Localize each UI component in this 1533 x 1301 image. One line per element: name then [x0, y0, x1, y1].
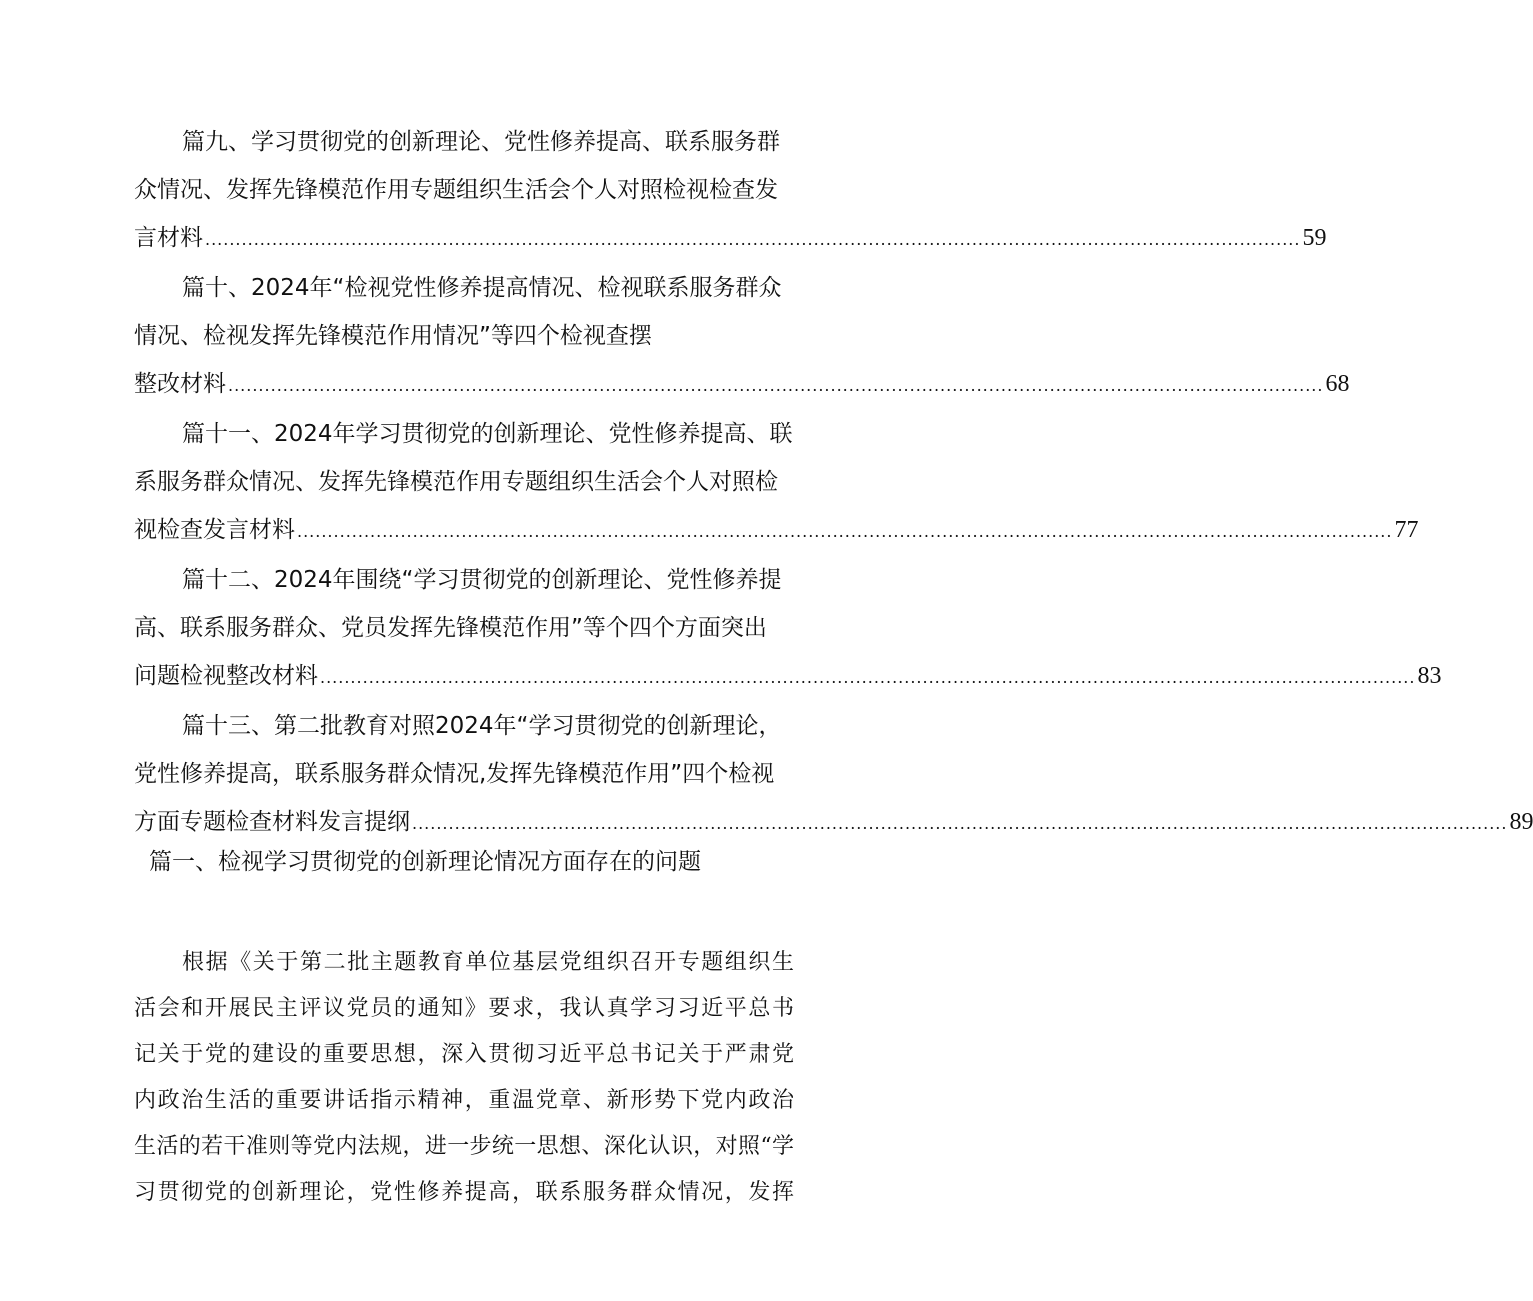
dot-leader: .................................................................................................................................................................................... [320, 668, 1416, 687]
paragraph-line: 活会和开展民主评议党员的通知》要求，我认真学习习近平总书 [134, 996, 794, 1021]
toc-page-number: 77 [1394, 517, 1419, 543]
dot-leader: .................................................................................................................................................................................... [297, 522, 1393, 541]
paragraph-line: 记关于党的建设的重要思想，深入贯彻习近平总书记关于严肃党 [134, 1042, 794, 1067]
toc-entry-line: 党性修养提高，联系服务群众情况,发挥先锋模范作用”四个检视 [134, 761, 775, 787]
toc-entry[interactable] [134, 118, 1327, 264]
toc-entry-line: 整改材料 [134, 371, 226, 397]
toc-entry-line: 视检查发言材料 [134, 517, 295, 543]
paragraph-line: 内政治生活的重要讲话指示精神，重温党章、新形势下党内政治 [134, 1088, 794, 1113]
dot-leader: .................................................................................................................................................................................... [205, 230, 1301, 249]
paragraph-line: 生活的若干准则等党内法规，进一步统一思想、深化认识，对照“学 [134, 1134, 794, 1159]
toc-entry-line: 情况、检视发挥先锋模范作用情况”等四个检视查摆 [134, 323, 652, 349]
toc-entry[interactable] [134, 410, 1419, 556]
toc-entry[interactable] [134, 264, 1350, 410]
toc-page-number: 68 [1325, 371, 1350, 397]
paragraph-line: 根据《关于第二批主题教育单位基层党组织召开专题组织生 [182, 950, 794, 975]
dot-leader: .................................................................................................................................................................................... [228, 376, 1324, 395]
toc-page-number: 83 [1417, 663, 1442, 689]
toc-entry[interactable] [134, 702, 1533, 848]
paragraph-line: 习贯彻党的创新理论，党性修养提高，联系服务群众情况，发挥 [134, 1180, 794, 1205]
toc-entry-line: 方面专题检查材料发言提纲 [134, 809, 410, 835]
toc-entry-line: 篇十三、第二批教育对照2024年“学习贯彻党的创新理论， [182, 713, 782, 739]
toc-entry-line-last [134, 652, 1442, 702]
toc-entry-line: 篇十一、2024年学习贯彻党的创新理论、党性修养提高、联 [182, 421, 793, 447]
section-heading: 篇一、检视学习贯彻党的创新理论情况方面存在的问题 [149, 849, 701, 875]
toc-entry-line-last [134, 506, 1419, 556]
toc-entry-line-last [134, 360, 1350, 410]
toc-entry-line: 篇九、学习贯彻党的创新理论、党性修养提高、联系服务群 [182, 129, 780, 155]
toc-entry-line: 高、联系服务群众、党员发挥先锋模范作用”等个四个方面突出 [134, 615, 767, 641]
dot-leader: .................................................................................................................................................................................... [412, 814, 1508, 833]
body-paragraph [134, 940, 794, 1216]
toc-entry-line: 篇十二、2024年围绕“学习贯彻党的创新理论、党性修养提 [182, 567, 782, 593]
toc-entry-line: 篇十、2024年“检视党性修养提高情况、检视联系服务群众 [182, 275, 782, 301]
toc-entry-line-last [134, 798, 1533, 848]
toc-entry-line: 言材料 [134, 225, 203, 251]
toc-entry[interactable] [134, 556, 1442, 702]
toc-page-number: 89 [1509, 809, 1533, 835]
toc-entry-line: 问题检视整改材料 [134, 663, 318, 689]
table-of-contents [134, 118, 1533, 848]
toc-entry-line-last [134, 214, 1327, 264]
toc-page-number: 59 [1302, 225, 1327, 251]
toc-entry-line: 众情况、发挥先锋模范作用专题组织生活会个人对照检视检查发 [134, 177, 778, 203]
toc-entry-line: 系服务群众情况、发挥先锋模范作用专题组织生活会个人对照检 [134, 469, 778, 495]
